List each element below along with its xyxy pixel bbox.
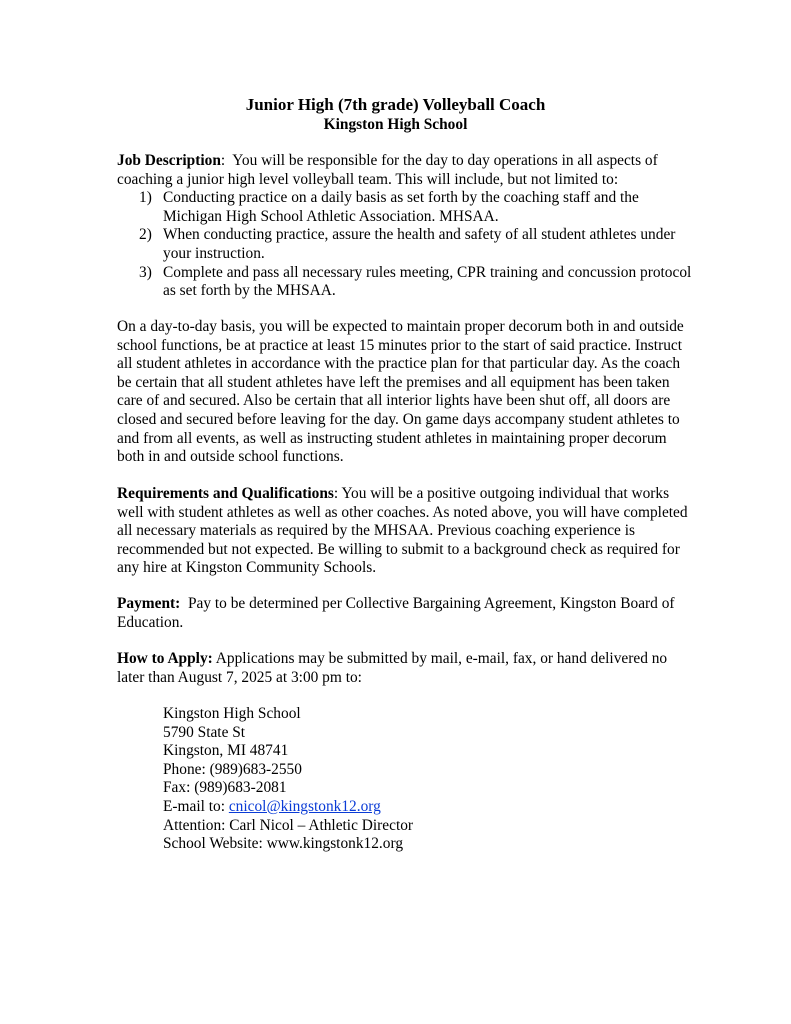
contact-attention: Attention: Carl Nicol – Athletic Director: [163, 816, 414, 834]
contact-street: 5790 State St: [163, 723, 246, 741]
list-item: [117, 264, 692, 301]
list-item: [117, 189, 692, 226]
payment-section: [117, 595, 692, 632]
list-number: 1): [139, 189, 152, 207]
job-description-text: You will be responsible for the day to day operations in all aspects of coaching a junior high level volleyball team. This will include, but not limited to:: [117, 152, 658, 188]
daily-duties-text: On a day-to-day basis, you will be expected to maintain proper decorum both in and outside school functions, be at practice at least 15 minutes prior to the start of said practice. Instruct all student athletes in accordance with the practice plan for that particular day. As the coach be certain that all student athletes have left the premises and all equipment has been taken care of and secured. Also be certain that all interior lights have been shut off, all doors are closed and secured before leaving for the day. On game days accompany student athletes to and from all events, as well as instructing student athletes in maintaining proper decorum both in and outside school functions.: [117, 318, 684, 466]
list-text: When conducting practice, assure the health and safety of all student athletes under your instruction.: [163, 226, 676, 262]
apply-label: How to Apply:: [117, 650, 213, 667]
contact-city: Kingston, MI 48741: [163, 742, 289, 760]
contact-email-line: [163, 798, 563, 817]
contact-block: [163, 705, 563, 854]
list-item: [117, 226, 692, 263]
school-subtitle: Kingston High School: [323, 116, 468, 133]
payment-text: Pay to be determined per Collective Bargaining Agreement, Kingston Board of Education.: [117, 595, 675, 631]
duties-list: [117, 189, 692, 301]
requirements-section: Requirements and Qualifications: You will be a positive outgoing individual that works well with student athletes as well as other coaches. As noted above, you will have completed all necessary materials as required by the MHSAA. Previous coaching experience is recommended but not expected. Be willing to submit to a background check as required for any hire at Kingston Community Schools.: [117, 485, 688, 577]
job-description-label: Job Description: [117, 152, 221, 169]
requirements-label: Requirements and Qualifications: [117, 485, 334, 502]
contact-fax: Fax: (989)683-2081: [163, 779, 287, 797]
apply-text: Applications may be submitted by mail, e-mail, fax, or hand delivered no later than August 7, 2025 at 3:00 pm to:: [117, 650, 668, 686]
email-link[interactable]: cnicol@kingstonk12.org: [228, 797, 381, 815]
list-number: 2): [139, 226, 152, 244]
list-text: Conducting practice on a daily basis as set forth by the coaching staff and the Michigan High School Athletic Association. MHSAA.: [163, 189, 639, 225]
page-title: Junior High (7th grade) Volleyball Coach: [245, 95, 546, 114]
payment-label: Payment:: [117, 595, 181, 612]
requirements-text: You will be a positive outgoing individual that works well with student athletes as well as other coaches. As noted above, you will have completed all necessary materials as required by the MHSAA. Previous coaching experience is recommended but not expected. Be willing to submit to a background check as required for any hire at Kingston Community Schools.: [117, 485, 688, 577]
daily-duties-section: [117, 318, 692, 467]
list-text: Complete and pass all necessary rules meeting, CPR training and concussion protocol as set forth by the MHSAA.: [163, 263, 692, 300]
contact-email-label: E-mail to:: [163, 797, 225, 815]
apply-section: [117, 650, 692, 687]
job-description-intro: Job Description: You will be responsible for the day to day operations in all aspects of coaching a junior high level volleyball team. This will include, but not limited to:: [117, 152, 658, 188]
contact-phone: Phone: (989)683-2550: [163, 760, 302, 778]
contact-school: Kingston High School: [163, 705, 301, 722]
contact-website: School Website: www.kingstonk12.org: [163, 835, 404, 853]
job-description-section: [117, 152, 692, 301]
list-number: 3): [139, 263, 152, 281]
